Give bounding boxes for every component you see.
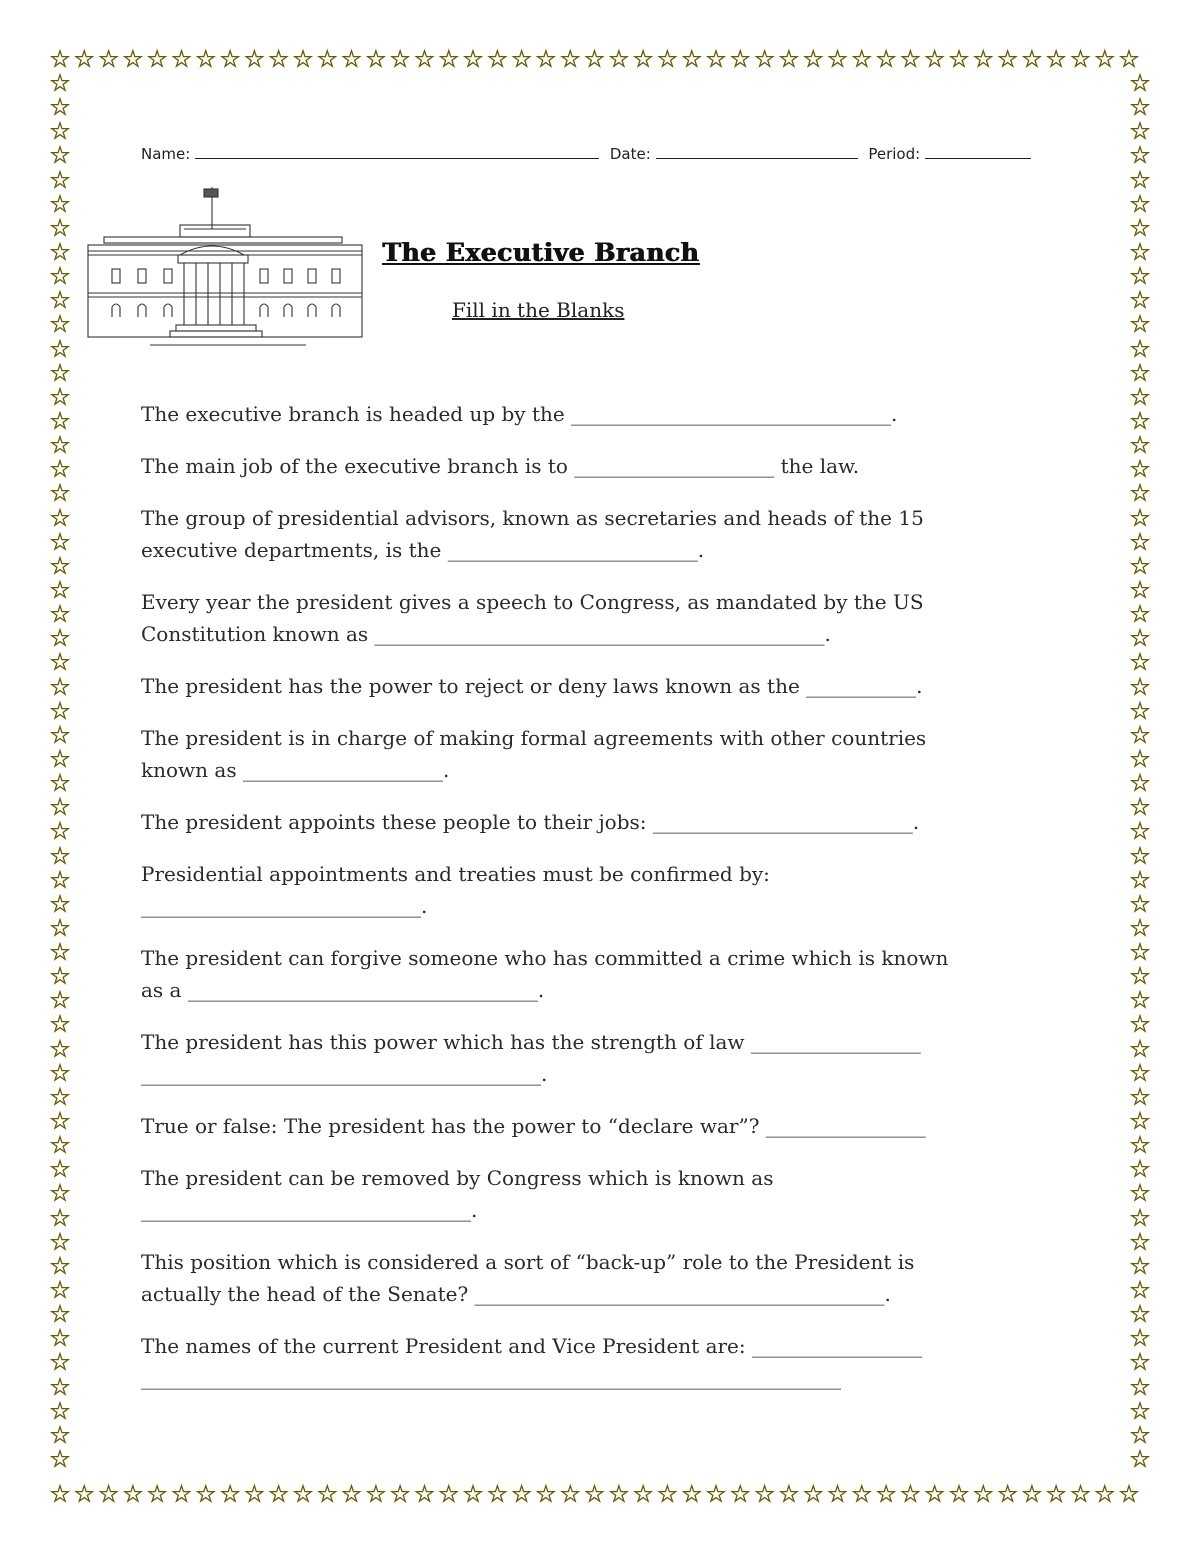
star-icon: ☆ (49, 1179, 71, 1208)
star-icon: ☆ (49, 1251, 71, 1280)
star-icon: ☆ (972, 45, 995, 73)
question-13[interactable]: This position which is considered a sort of “back-up” role to the President is actually the head of the Senate? _________________________________________. (141, 1250, 915, 1306)
star-icon: ☆ (1129, 189, 1151, 218)
star-icon: ☆ (656, 45, 679, 73)
border-left-stars (48, 69, 72, 1474)
star-icon: ☆ (316, 45, 339, 73)
star-icon: ☆ (437, 45, 460, 73)
star-icon: ☆ (49, 1155, 71, 1184)
star-icon: ☆ (826, 1480, 849, 1508)
star-icon: ☆ (73, 45, 96, 73)
star-icon: ☆ (1129, 551, 1151, 580)
star-icon: ☆ (365, 45, 387, 73)
star-icon: ☆ (1129, 817, 1151, 846)
star-icon: ☆ (49, 1300, 71, 1329)
star-icon: ☆ (1129, 1300, 1151, 1329)
star-icon: ☆ (1129, 1082, 1151, 1111)
question-10[interactable]: The president has this power which has the strength of law _________________ ________________________________________. (141, 1030, 921, 1086)
star-icon: ☆ (49, 165, 71, 194)
star-icon: ☆ (1129, 1276, 1151, 1305)
star-icon: ☆ (49, 793, 71, 822)
star-icon: ☆ (1129, 986, 1151, 1015)
star-icon: ☆ (1129, 93, 1151, 122)
star-icon: ☆ (49, 1107, 71, 1136)
star-icon: ☆ (510, 45, 533, 73)
star-icon: ☆ (49, 1082, 71, 1111)
star-icon: ☆ (753, 1480, 776, 1508)
star-icon: ☆ (49, 600, 71, 629)
star-icon: ☆ (170, 1480, 193, 1508)
star-icon: ☆ (1129, 1155, 1151, 1184)
star-icon: ☆ (292, 45, 314, 73)
star-icon: ☆ (535, 1480, 557, 1508)
star-icon: ☆ (49, 889, 71, 918)
star-icon: ☆ (49, 913, 71, 942)
date-blank[interactable] (656, 144, 858, 159)
star-icon: ☆ (49, 1396, 71, 1425)
star-icon: ☆ (49, 1348, 71, 1377)
star-icon: ☆ (1129, 358, 1151, 387)
star-icon: ☆ (1129, 1396, 1151, 1425)
star-icon: ☆ (1129, 913, 1151, 942)
star-icon: ☆ (1129, 213, 1151, 242)
star-icon: ☆ (705, 1480, 727, 1508)
star-icon: ☆ (1129, 1179, 1151, 1208)
date-label: Date: (609, 145, 651, 163)
star-icon: ☆ (948, 1480, 970, 1508)
star-icon: ☆ (437, 1480, 460, 1508)
star-icon: ☆ (316, 1480, 339, 1508)
star-icon: ☆ (73, 1480, 96, 1508)
star-icon: ☆ (49, 672, 71, 701)
star-icon: ☆ (1129, 1348, 1151, 1377)
star-icon: ☆ (753, 45, 776, 73)
star-icon: ☆ (1129, 575, 1151, 604)
question-6[interactable]: The president is in charge of making formal agreements with other countries known as ____________________. (141, 726, 927, 782)
star-icon: ☆ (1129, 117, 1151, 146)
star-icon: ☆ (49, 93, 71, 122)
question-5[interactable]: The president has the power to reject or deny laws known as the ___________. (141, 674, 923, 698)
star-icon: ☆ (1021, 1480, 1043, 1508)
star-icon: ☆ (1129, 1324, 1151, 1353)
star-icon: ☆ (1021, 45, 1043, 73)
star-icon: ☆ (49, 1227, 71, 1256)
star-icon: ☆ (49, 1324, 71, 1353)
star-icon: ☆ (1129, 310, 1151, 339)
star-icon: ☆ (49, 1058, 71, 1087)
star-icon: ☆ (1129, 841, 1151, 870)
star-icon: ☆ (1129, 624, 1151, 653)
star-icon: ☆ (49, 769, 71, 798)
star-icon: ☆ (1129, 1107, 1151, 1136)
star-icon: ☆ (1129, 141, 1151, 170)
star-icon: ☆ (923, 1480, 946, 1508)
star-icon: ☆ (1129, 1420, 1151, 1449)
star-icon: ☆ (49, 817, 71, 846)
star-icon: ☆ (729, 45, 752, 73)
star-icon: ☆ (1129, 938, 1151, 967)
border-bottom-stars (48, 1482, 1141, 1506)
star-icon: ☆ (851, 1480, 873, 1508)
star-icon: ☆ (49, 1480, 71, 1508)
white-house-icon (84, 185, 366, 347)
star-icon: ☆ (49, 720, 71, 749)
question-7[interactable]: The president appoints these people to their jobs: __________________________. (141, 810, 920, 834)
period-label: Period: (868, 145, 921, 163)
star-icon: ☆ (1069, 1480, 1092, 1508)
star-icon: ☆ (49, 1372, 71, 1401)
star-icon: ☆ (1129, 262, 1151, 291)
name-blank[interactable] (195, 144, 599, 159)
star-icon: ☆ (49, 1034, 71, 1063)
star-icon: ☆ (49, 45, 71, 73)
star-icon: ☆ (1129, 1034, 1151, 1063)
star-icon: ☆ (632, 45, 654, 73)
question-2[interactable]: The main job of the executive branch is to ____________________ the law. (141, 454, 860, 478)
star-icon: ☆ (49, 189, 71, 218)
star-icon: ☆ (1129, 165, 1151, 194)
star-icon: ☆ (802, 1480, 824, 1508)
star-icon: ☆ (49, 358, 71, 387)
star-icon: ☆ (923, 45, 946, 73)
period-blank[interactable] (925, 144, 1031, 159)
star-icon: ☆ (49, 237, 71, 266)
star-icon: ☆ (195, 1480, 217, 1508)
star-icon: ☆ (1129, 431, 1151, 460)
star-icon: ☆ (1129, 1058, 1151, 1087)
star-icon: ☆ (1129, 479, 1151, 508)
star-icon: ☆ (899, 1480, 922, 1508)
star-icon: ☆ (1129, 769, 1151, 798)
star-icon: ☆ (49, 551, 71, 580)
star-icon: ☆ (1129, 1131, 1151, 1160)
star-icon: ☆ (49, 696, 71, 725)
star-icon: ☆ (49, 406, 71, 435)
star-icon: ☆ (1129, 744, 1151, 773)
star-icon: ☆ (49, 286, 71, 315)
star-icon: ☆ (49, 527, 71, 556)
star-icon: ☆ (656, 1480, 679, 1508)
star-icon: ☆ (1094, 1480, 1116, 1508)
star-icon: ☆ (389, 45, 411, 73)
star-icon: ☆ (1129, 1010, 1151, 1039)
question-14[interactable]: The names of the current President and Vice President are: _________________ ______________________________________________________________________ (141, 1334, 922, 1390)
star-icon: ☆ (1118, 45, 1140, 73)
star-icon: ☆ (510, 1480, 533, 1508)
star-icon: ☆ (778, 45, 800, 73)
star-icon: ☆ (49, 648, 71, 677)
star-icon: ☆ (875, 1480, 897, 1508)
star-icon: ☆ (49, 69, 71, 97)
star-icon: ☆ (462, 1480, 484, 1508)
star-icon: ☆ (49, 986, 71, 1015)
star-icon: ☆ (267, 45, 290, 73)
name-label: Name: (141, 145, 191, 163)
border-top-stars (48, 47, 1141, 71)
star-icon: ☆ (996, 1480, 1019, 1508)
star-icon: ☆ (1129, 889, 1151, 918)
star-icon: ☆ (1129, 455, 1151, 484)
star-icon: ☆ (1129, 406, 1151, 435)
star-icon: ☆ (632, 1480, 654, 1508)
star-icon: ☆ (97, 1480, 120, 1508)
star-icon: ☆ (267, 1480, 290, 1508)
star-icon: ☆ (583, 45, 606, 73)
star-icon: ☆ (340, 1480, 363, 1508)
star-icon: ☆ (1094, 45, 1116, 73)
star-icon: ☆ (608, 45, 630, 73)
star-icon: ☆ (49, 744, 71, 773)
star-icon: ☆ (49, 962, 71, 991)
star-icon: ☆ (1118, 1480, 1140, 1508)
star-icon: ☆ (219, 45, 241, 73)
question-3[interactable]: The group of presidential advisors, known as secretaries and heads of the 15 executive departments, is the _________________________. (141, 506, 924, 562)
star-icon: ☆ (292, 1480, 314, 1508)
star-icon: ☆ (1129, 1227, 1151, 1256)
star-icon: ☆ (1129, 237, 1151, 266)
star-icon: ☆ (729, 1480, 752, 1508)
star-icon: ☆ (1129, 1372, 1151, 1401)
star-icon: ☆ (195, 45, 217, 73)
question-list (141, 398, 1061, 1414)
star-icon: ☆ (49, 841, 71, 870)
star-icon: ☆ (608, 1480, 630, 1508)
star-icon: ☆ (49, 455, 71, 484)
star-icon: ☆ (1129, 865, 1151, 894)
star-icon: ☆ (826, 45, 849, 73)
star-icon: ☆ (1129, 334, 1151, 363)
star-icon: ☆ (122, 1480, 144, 1508)
star-icon: ☆ (49, 1420, 71, 1449)
page-subtitle: Fill in the Blanks (452, 298, 625, 322)
star-icon: ☆ (340, 45, 363, 73)
star-icon: ☆ (49, 334, 71, 363)
question-9[interactable]: The president can forgive someone who has committed a crime which is known as a ___________________________________. (141, 946, 949, 1002)
star-icon: ☆ (1129, 793, 1151, 822)
star-icon: ☆ (486, 1480, 509, 1508)
star-icon: ☆ (49, 865, 71, 894)
star-icon: ☆ (49, 310, 71, 339)
star-icon: ☆ (1129, 696, 1151, 725)
question-1[interactable]: The executive branch is headed up by the ________________________________. (141, 402, 898, 426)
student-info-line (141, 144, 1056, 163)
star-icon: ☆ (1129, 1251, 1151, 1280)
border-right-stars (1128, 69, 1152, 1474)
star-icon: ☆ (413, 45, 436, 73)
star-icon: ☆ (49, 503, 71, 532)
star-icon: ☆ (972, 1480, 995, 1508)
question-4[interactable]: Every year the president gives a speech to Congress, as mandated by the US Constitution known as _____________________________________________. (141, 590, 924, 646)
star-icon: ☆ (49, 213, 71, 242)
star-icon: ☆ (1129, 503, 1151, 532)
question-8[interactable]: Presidential appointments and treaties must be confirmed by: ____________________________. (141, 862, 770, 918)
star-icon: ☆ (49, 1445, 71, 1474)
star-icon: ☆ (1129, 720, 1151, 749)
star-icon: ☆ (49, 1276, 71, 1305)
star-icon: ☆ (1129, 648, 1151, 677)
star-icon: ☆ (1129, 672, 1151, 701)
star-icon: ☆ (1129, 286, 1151, 315)
star-icon: ☆ (1129, 962, 1151, 991)
star-icon: ☆ (1129, 69, 1151, 97)
star-icon: ☆ (49, 575, 71, 604)
star-icon: ☆ (49, 938, 71, 967)
star-icon: ☆ (49, 624, 71, 653)
star-icon: ☆ (49, 382, 71, 411)
star-icon: ☆ (219, 1480, 241, 1508)
star-icon: ☆ (778, 1480, 800, 1508)
page-title: The Executive Branch (382, 238, 699, 267)
star-icon: ☆ (49, 1010, 71, 1039)
star-icon: ☆ (170, 45, 193, 73)
star-icon: ☆ (899, 45, 922, 73)
star-icon: ☆ (1129, 1445, 1151, 1474)
star-icon: ☆ (1129, 600, 1151, 629)
star-icon: ☆ (486, 45, 509, 73)
star-icon: ☆ (1129, 382, 1151, 411)
star-icon: ☆ (1069, 45, 1092, 73)
star-icon: ☆ (680, 45, 703, 73)
star-icon: ☆ (49, 117, 71, 146)
star-icon: ☆ (49, 262, 71, 291)
star-icon: ☆ (1129, 527, 1151, 556)
star-icon: ☆ (49, 479, 71, 508)
star-icon: ☆ (1045, 45, 1067, 73)
star-icon: ☆ (851, 45, 873, 73)
star-icon: ☆ (243, 45, 266, 73)
star-icon: ☆ (705, 45, 727, 73)
star-icon: ☆ (462, 45, 484, 73)
question-12[interactable]: The president can be removed by Congress which is known as _________________________________. (141, 1166, 774, 1222)
star-icon: ☆ (996, 45, 1019, 73)
star-icon: ☆ (1129, 1203, 1151, 1232)
star-icon: ☆ (535, 45, 557, 73)
star-icon: ☆ (365, 1480, 387, 1508)
star-icon: ☆ (146, 45, 168, 73)
question-11[interactable]: True or false: The president has the power to “declare war”? ________________ (141, 1114, 926, 1138)
star-icon: ☆ (49, 1203, 71, 1232)
star-icon: ☆ (559, 45, 581, 73)
star-icon: ☆ (122, 45, 144, 73)
star-icon: ☆ (680, 1480, 703, 1508)
star-icon: ☆ (802, 45, 824, 73)
star-icon: ☆ (875, 45, 897, 73)
star-icon: ☆ (559, 1480, 581, 1508)
star-icon: ☆ (97, 45, 120, 73)
star-icon: ☆ (389, 1480, 411, 1508)
star-icon: ☆ (243, 1480, 266, 1508)
star-icon: ☆ (948, 45, 970, 73)
star-icon: ☆ (49, 1131, 71, 1160)
star-icon: ☆ (1045, 1480, 1067, 1508)
star-icon: ☆ (413, 1480, 436, 1508)
star-icon: ☆ (583, 1480, 606, 1508)
star-icon: ☆ (49, 431, 71, 460)
star-icon: ☆ (146, 1480, 168, 1508)
star-icon: ☆ (49, 141, 71, 170)
